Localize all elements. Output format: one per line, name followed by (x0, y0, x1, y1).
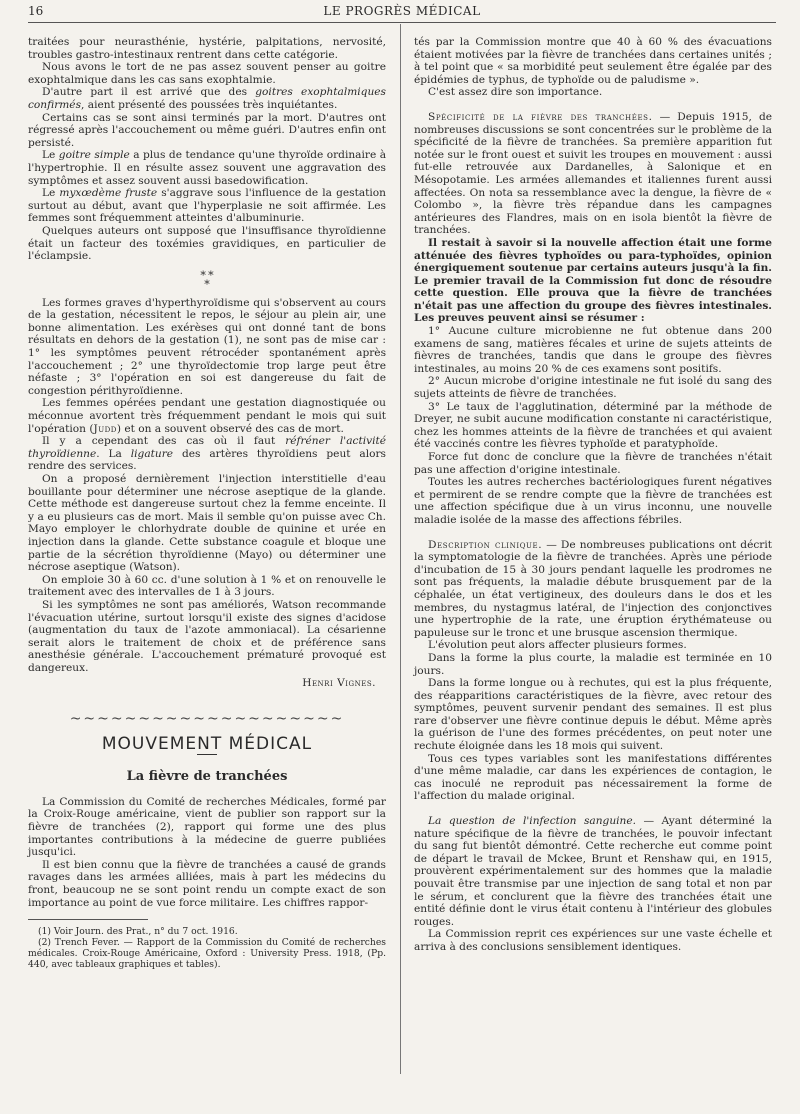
paragraph: Il est bien connu que la fièvre de tranchées a causé de grands ravages dans les armées alliées, mais à part les médecins du front, beaucoup ne se sont point rendu un compte exact de son importance au point de vue force militaire. Les chiffres rappor- (28, 858, 386, 909)
section-separator-stars: * * * (200, 268, 214, 291)
header-rule (28, 22, 776, 23)
paragraph: Certains cas se sont ainsi terminés par la mort. D'autres ont régressé après l'accouchement ou même guéri. D'autres enfin ont persisté. (28, 111, 386, 149)
paragraph: Dans la forme longue ou à rechutes, qui est la plus fréquente, des réapparitions caractéristiques de la fièvre, avec retour des symptômes, peuvent survenir pendant des semaines. Il est plus rare d'observer une fièvre continue depuis le début. Même après la guérison de l'une des formes précédentes, on peut noter une rechute éloignée dans les 18 mois qui suivent. (414, 677, 772, 753)
paragraph: Nous avons le tort de ne pas assez souvent penser au goitre exophtalmique dans les cas sans exophtalmie. (28, 61, 386, 86)
paragraph: C'est assez dire son importance. (428, 86, 603, 99)
paragraph: Il restait à savoir si la nouvelle affection était une forme atténuée des fièvres typhoïdes ou para-typhoïdes, opinion énergiquement soutenue par certains auteurs jusqu'à la fin. Le premier travail de la Commission fut donc de résoudre cette question. Elle prouva que la fièvre de tranchées n'était pas une affection du groupe des fièvres intestinales. Les preuves peuvent ainsi se résumer : (414, 236, 772, 325)
title-dash (197, 754, 217, 755)
subsection-heading: Spécificité de la fièvre des tranchées. (428, 110, 653, 123)
running-title: LE PROGRÈS MÉDICAL (323, 4, 481, 18)
footnote-rule (28, 919, 148, 920)
paragraph: tés par la Commission montre que 40 à 60 % des évacuations étaient motivées par la fièvre de tranchées dans certaines unités ; à tel point que « sa morbidité peut seulement être égalée par des épidémies de typhus, de typhoïde ou de paludisme ». (414, 36, 772, 86)
paragraph: Tous ces types variables sont les manifestations différentes d'une même maladie, car dans les expériences de contagion, le cas inoculé ne reproduit pas nécessairement la forme de l'affection du malade original. (414, 752, 772, 803)
column-divider (400, 24, 401, 1074)
paragraph: traitées pour neurasthénie, hystérie, palpitations, nervosité, troubles gastro-intestinaux rentrent dans cette catégorie. (28, 36, 386, 61)
paragraph: 2° Aucun microbe d'origine intestinale ne fut isolé du sang des sujets atteints de fièvre de tranchées. (414, 375, 772, 401)
right-column (414, 36, 772, 954)
paragraph: Spécificité de la fièvre des tranchées. — Depuis 1915, de nombreuses discussions se sont concentrées sur le problème de la spécificité de la fièvre de tranchées. Sa première apparition fut notée sur le front ouest et suivit les troupes en mouvement : aussi fut-elle retrouvée aux Dardanelles, à Salonique et en Mésopotamie. Les armées allemandes et italiennes furent aussi affectées. On nota sa ressemblance avec la dengue, la fièvre de « Colombo », la fièvre très répandue dans les campagnes antérieures des Flandres, mais on en isola bientôt la fièvre de tranchées. (414, 110, 772, 237)
paragraph: La question de l'infection sanguine. — Ayant déterminé la nature spécifique de la fièvre de tranchées, le pouvoir infectant du sang fut bientôt démontré. Cette recherche eut comme point de départ le travail de Mckee, Brunt et Renshaw qui, en 1915, prouvèrent expérimentalement sur des hommes que la maladie pouvait être transmise par une injection de sang total et non par le sérum, et conclurent que la fièvre des tranchées était une entité définie dont le virus était contenu à l'intérieur des globules rouges. (414, 815, 772, 928)
paragraph: Les formes graves d'hyperthyroïdisme qui s'observent au cours de la gestation, nécessitent le repos, le séjour au plein air, une bonne alimentation. Les exérèses qui ont donné tant de bons résultats en dehors de la gestation (1), ne sont pas de mise car : 1° les symptômes peuvent rétrocéder spontanément après l'accouchement ; 2° une thyroïdectomie trop large peut être néfaste ; 3° l'opération en soi est dangereuse du fait de congestion périthyroïdienne. (28, 296, 386, 397)
subsection-heading: Description clinique. (428, 538, 543, 551)
paragraph: Si les symptômes ne sont pas améliorés, Watson recommande l'évacuation utérine, surtout lorsqu'il existe des signes d'acidose (augmentation du taux de l'azote ammoniacal). La césarienne serait alors le traitement de choix et de préférence sans anesthésie générale. L'accouchement prématuré provoqué est dangereux. (28, 598, 386, 674)
author-signature: Henri Vignes. (302, 676, 376, 689)
paragraph: La Commission du Comité de recherches Médicales, formé par la Croix-Rouge américaine, vient de publier son rapport sur la fièvre de tranchées (2), rapport qui forme une des plus importantes contributions à la médecine de guerre publiées jusqu'ici. (28, 795, 386, 859)
page-header (28, 4, 776, 22)
paragraph: Le goitre simple a plus de tendance qu'une thyroïde ordinaire à l'hypertrophie. Il en résulte assez souvent une aggravation des symptômes et assez souvent aussi basedowification. (28, 149, 387, 187)
paragraph: D'autre part il est arrivé que des goitres exophtalmiques confirmés, aient présenté des poussées très inquiétantes. (28, 86, 386, 111)
paragraph: Dans la forme la plus courte, la maladie est terminée en 10 jours. (414, 651, 772, 677)
paragraph: On a proposé dernièrement l'injection interstitielle d'eau bouillante pour déterminer une nécrose aseptique de la glande. Cette méthode est dangereuse surtout chez la femme enceinte. Il y a eu plusieurs cas de mort. Mais il semble qu'on puisse avec Ch. Mayo employer le chlorhydrate double de quinine et urée en injection dans la glande. Cette substance coagule et bloque une partie de la sécrétion thyroïdienne (Mayo) ou déterminer une nécrose aseptique (Watson). (28, 473, 386, 574)
subsection-heading: La question de l'infection sanguine. (428, 815, 636, 828)
paragraph: 3° Le taux de l'agglutination, déterminé par la méthode de Dreyer, ne subit aucune modification constante ni caractéristique, chez les hommes atteints de la fièvre de tranchées et qui avaient été vaccinés contre les fièvres typhoïde et paratyphoïde. (414, 400, 772, 451)
ornamental-divider: ~~~~~~~~~~~~~~~~~~~~ (69, 711, 345, 728)
left-column (28, 36, 386, 970)
section-title: MOUVEMENT MÉDICAL (101, 733, 313, 754)
paragraph: Il y a cependant des cas où il faut réfréner l'activité thyroïdienne. La ligature des artères thyroïdiens peut alors rendre des services. (28, 435, 386, 473)
paragraph: Le myxœdème fruste s'aggrave sous l'influence de la gestation surtout au début, avant que l'hyperplasie ne soit affirmée. Les femmes sont fréquemment atteintes d'albuminurie. (28, 187, 387, 225)
paragraph: La Commission reprit ces expériences sur une vaste échelle et arriva à des conclusions sensiblement identiques. (414, 928, 772, 953)
page-number: 16 (28, 4, 44, 18)
paragraph: 1° Aucune culture microbienne ne fut obtenue dans 200 examens de sang, matières fécales et urine de sujets atteints de fièvres de tranchées, tandis que dans le groupe des fièvres intestinales, au moins 20 % de ces examens sont positifs. (414, 325, 772, 375)
paragraph: Toutes les autres recherches bactériologiques furent négatives et permirent de se rendre compte que la fièvre de tranchées est une affection spécifique due à un virus inconnu, une nouvelle maladie isolée de la masse des affections fébriles. (414, 476, 772, 526)
paragraph: L'évolution peut alors affecter plusieurs formes. (428, 639, 687, 652)
footnote: (1) Voir Journ. des Prat., n° du 7 oct. 1916. (38, 926, 238, 938)
paragraph: Force fut donc de conclure que la fièvre de tranchées n'était pas une affection d'origine intestinale. (414, 451, 772, 476)
paragraph: Description clinique. — De nombreuses publications ont décrit la symptomatologie de la fièvre de tranchées. Après une période d'incubation de 15 à 30 jours pendant laquelle les prodromes ne sont pas fréquents, la maladie débute brusquement par de la céphalée, un état vertigineux, des douleurs dans le dos et les membres, du nystagmus latéral, de l'injection des conjonctives une hypertrophie de la rate, une éruption érythémateuse ou papuleuse sur le tronc et une brusque ascension thermique. (414, 538, 772, 639)
footnote: (2) Trench Fever. — Rapport de la Commission du Comité de recherches médicales. Croix-Rouge Américaine, Oxford : University Press. 1918, (Pp. 440, avec tableaux graphiques et tables). (28, 937, 386, 971)
paragraph: Quelques auteurs ont supposé que l'insuffisance thyroïdienne était un facteur des toxémies gravidiques, en particulier de l'éclampsie. (28, 224, 386, 263)
paragraph: On emploie 30 à 60 cc. d'une solution à 1 % et on renouvelle le traitement avec des intervalles de 1 à 3 jours. (28, 573, 386, 599)
article-title: La fièvre de tranchées (126, 769, 288, 785)
paragraph: Les femmes opérées pendant une gestation diagnostiquée ou méconnue avortent très fréquemment pendant le mois qui suit l'opération (Judd) et on a souvent observé des cas de mort. (28, 397, 386, 435)
